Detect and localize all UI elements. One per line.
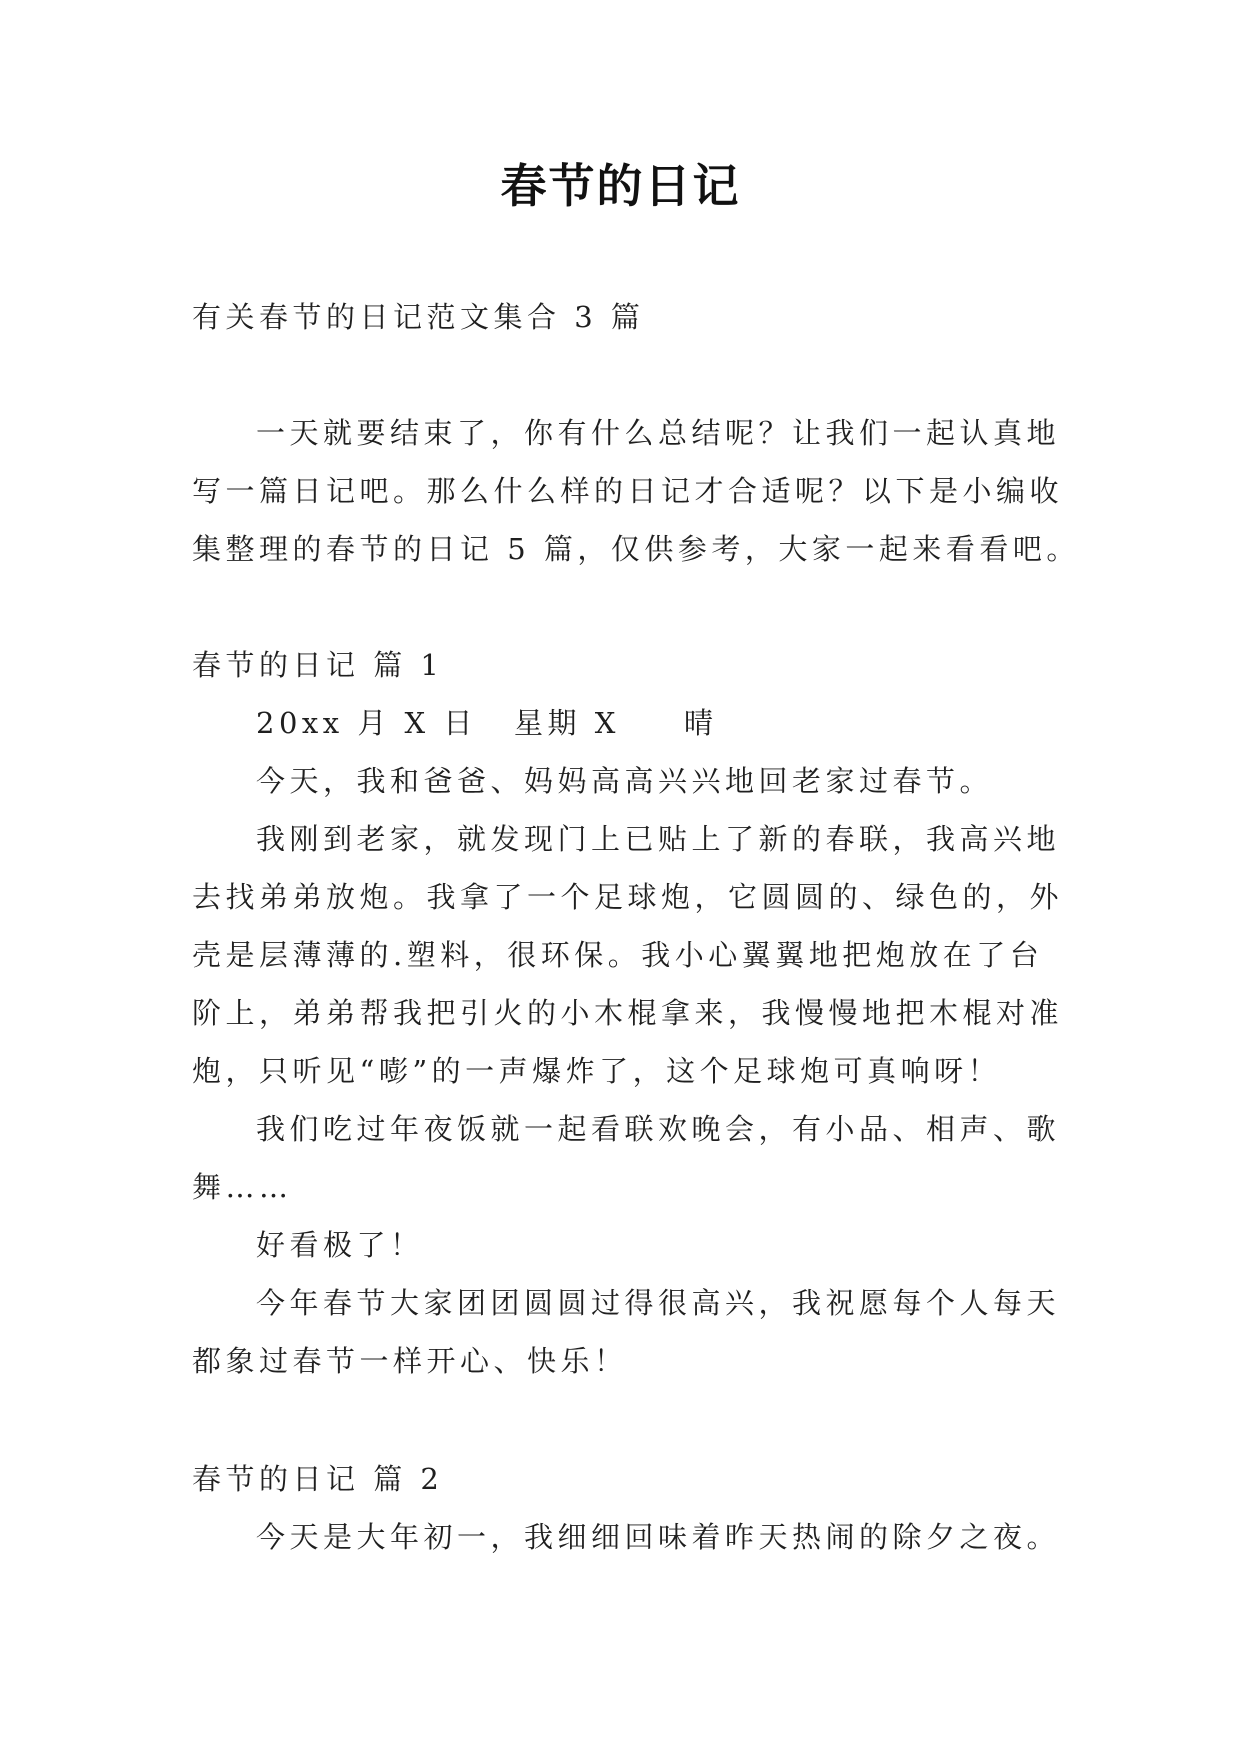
intro-line-3: 集整理的春节的日记 5 篇，仅供参考，大家一起来看看吧。 xyxy=(192,532,1080,566)
entry-1-paragraph-4: 好看极了！ xyxy=(256,1228,424,1262)
document-title: 春节的日记 xyxy=(500,159,741,213)
subtitle-line: 有关春节的日记范文集合 3 篇 xyxy=(192,300,645,334)
entry-1-paragraph-1: 今天，我和爸爸、妈妈高高兴兴地回老家过春节。 xyxy=(256,764,994,798)
document-subtitle xyxy=(192,288,1062,346)
entry-1-paragraph-3-line-1: 我们吃过年夜饭就一起看联欢晚会，有小品、相声、歌 xyxy=(256,1112,1061,1146)
entry-1-heading: 春节的日记 篇 1 xyxy=(192,648,444,682)
entry-1-paragraph-3-line-2: 舞…… xyxy=(192,1170,293,1204)
intro-line-1: 一天就要结束了，你有什么总结呢？让我们一起认真地 xyxy=(256,416,1061,450)
entry-1-paragraph-2-line-1: 我刚到老家，就发现门上已贴上了新的春联，我高兴地 xyxy=(256,822,1061,856)
diary-entry-2 xyxy=(192,1450,1062,1566)
entry-1-date-line xyxy=(192,694,1062,752)
intro-paragraph xyxy=(192,404,1080,578)
entry-1-paragraph-2-line-4: 阶上，弟弟帮我把引火的小木棍拿来，我慢慢地把木棍对准 xyxy=(192,996,1064,1030)
entry-1-paragraph-2-line-5: 炮，只听见“嘭”的一声爆炸了，这个足球炮可真响呀！ xyxy=(192,1054,1002,1088)
entry-1-paragraph-2-line-2: 去找弟弟放炮。我拿了一个足球炮，它圆圆的、绿色的，外 xyxy=(192,880,1064,914)
entry-1-date: 20xx 月 X 日 xyxy=(256,706,477,740)
entry-1-paragraph-5-line-2: 都象过春节一样开心、快乐！ xyxy=(192,1344,628,1378)
entry-1-paragraph-2-line-3: 壳是层薄薄的.塑料，很环保。我小心翼翼地把炮放在了台 xyxy=(192,938,1044,972)
diary-entry-1 xyxy=(192,636,1062,1390)
intro-line-2: 写一篇日记吧。那么什么样的日记才合适呢？以下是小编收 xyxy=(192,474,1064,508)
entry-1-weather: 晴 xyxy=(684,706,718,740)
entry-2-paragraph-1: 今天是大年初一，我细细回味着昨天热闹的除夕之夜。 xyxy=(256,1520,1061,1554)
entry-1-paragraph-5-line-1: 今年春节大家团团圆圆过得很高兴，我祝愿每个人每天 xyxy=(256,1286,1061,1320)
entry-1-weekday: 星期 X xyxy=(514,706,620,740)
entry-2-heading: 春节的日记 篇 2 xyxy=(192,1462,444,1496)
